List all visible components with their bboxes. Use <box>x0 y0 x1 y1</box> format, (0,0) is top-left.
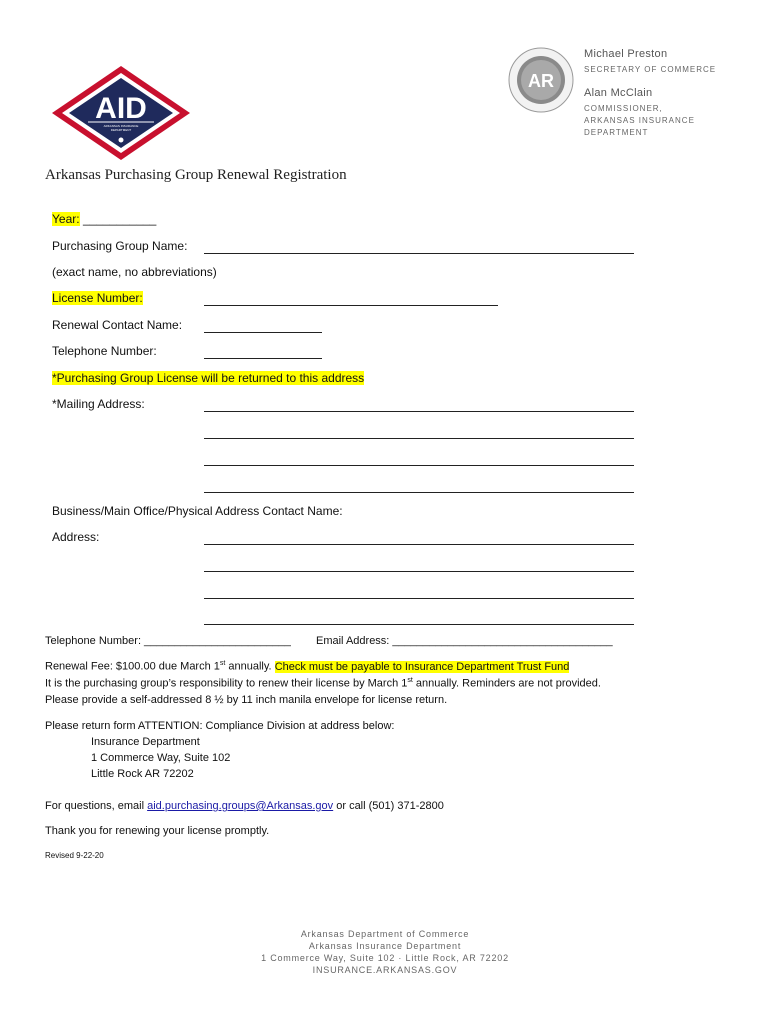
fee-suffix: annually. <box>225 660 272 673</box>
phone-field[interactable] <box>204 358 322 359</box>
questions-suffix: or call (501) 371-2800 <box>333 800 444 812</box>
address-field-3[interactable] <box>204 598 634 599</box>
commissioner-name: Alan McClain <box>584 87 653 99</box>
group-name-label: Purchasing Group Name: <box>52 239 188 253</box>
footer-line-3: 1 Commerce Way, Suite 102 · Little Rock, AR 72202 <box>261 953 509 963</box>
envelope-line: Please provide a self-addressed 8 ½ by 11 inch manila envelope for license return. <box>45 694 448 706</box>
return-address-3: Little Rock AR 72202 <box>91 768 194 780</box>
mailing-field-1[interactable] <box>204 411 634 412</box>
mailing-field-3[interactable] <box>204 465 634 466</box>
mailing-field-2[interactable] <box>204 438 634 439</box>
responsibility-sup: st <box>407 677 413 684</box>
address-label: Address: <box>52 530 100 544</box>
address-field-2[interactable] <box>204 571 634 572</box>
email-row[interactable]: Email Address: ____________________________________ <box>316 635 613 647</box>
return-address-1: Insurance Department <box>91 736 200 748</box>
responsibility-suffix: annually. Reminders are not provided. <box>412 677 601 690</box>
contact-field[interactable] <box>204 332 322 333</box>
svg-text:AID: AID <box>95 92 147 125</box>
mailing-label: *Mailing Address: <box>52 397 145 411</box>
address-field-1[interactable] <box>204 544 634 545</box>
responsibility-prefix: It is the purchasing group’s responsibility to renew their license by March 1 <box>45 677 408 690</box>
secretary-name: Michael Preston <box>584 48 668 60</box>
address-field-4[interactable] <box>204 624 634 625</box>
footer-line-2: Arkansas Insurance Department <box>308 941 462 951</box>
return-attention: Please return form ATTENTION: Compliance Division at address below: <box>45 720 395 732</box>
aid-logo-diamond-icon <box>50 64 192 162</box>
fee-sup: st <box>219 660 226 667</box>
year-label: Year: <box>52 212 80 226</box>
mailing-field-4[interactable] <box>204 492 634 493</box>
footer-line-1: Arkansas Department of Commerce <box>300 929 470 939</box>
secretary-title: SECRETARY OF COMMERCE <box>584 65 717 74</box>
logo-subtext: ARKANSAS INSURANCE DEPARTMENT <box>103 124 139 132</box>
svg-text:AR: AR <box>528 71 554 91</box>
check-note: Check must be payable to Insurance Department Trust Fund <box>274 660 570 673</box>
group-name-field[interactable] <box>204 253 634 254</box>
questions-prefix: For questions, email <box>45 800 148 812</box>
license-field[interactable] <box>204 305 498 306</box>
form-title: Arkansas Purchasing Group Renewal Registration <box>45 167 347 183</box>
fee-prefix: Renewal Fee: $100.00 due March 1 <box>45 660 220 673</box>
group-name-note: (exact name, no abbreviations) <box>52 265 217 279</box>
email-link[interactable]: aid.purchasing.groups@Arkansas.gov <box>147 800 334 812</box>
questions-line <box>45 800 444 812</box>
fee-line <box>45 660 569 673</box>
footer-line-4: INSURANCE.ARKANSAS.GOV <box>312 965 458 975</box>
telephone-row[interactable]: Telephone Number: ________________________ <box>45 635 291 647</box>
commissioner-title-2: ARKANSAS INSURANCE <box>584 116 695 125</box>
arkansas-seal-icon <box>508 47 574 113</box>
commissioner-title-1: COMMISSIONER, <box>584 104 663 113</box>
commissioner-title-3: DEPARTMENT <box>584 128 649 137</box>
thanks-line: Thank you for renewing your license promptly. <box>45 825 270 837</box>
business-label: Business/Main Office/Physical Address Contact Name: <box>52 504 343 518</box>
year-row <box>52 212 156 226</box>
aid-logo <box>50 64 192 162</box>
year-blank[interactable]: ___________ <box>82 212 157 226</box>
state-seal <box>508 47 574 113</box>
revised-note: Revised 9-22-20 <box>45 851 104 860</box>
return-address-2: 1 Commerce Way, Suite 102 <box>91 752 231 764</box>
responsibility-line <box>45 677 601 690</box>
phone-label: Telephone Number: <box>52 344 157 358</box>
return-note: *Purchasing Group License will be returned to this address <box>52 371 365 385</box>
contact-label: Renewal Contact Name: <box>52 318 183 332</box>
license-label: License Number: <box>52 291 143 305</box>
